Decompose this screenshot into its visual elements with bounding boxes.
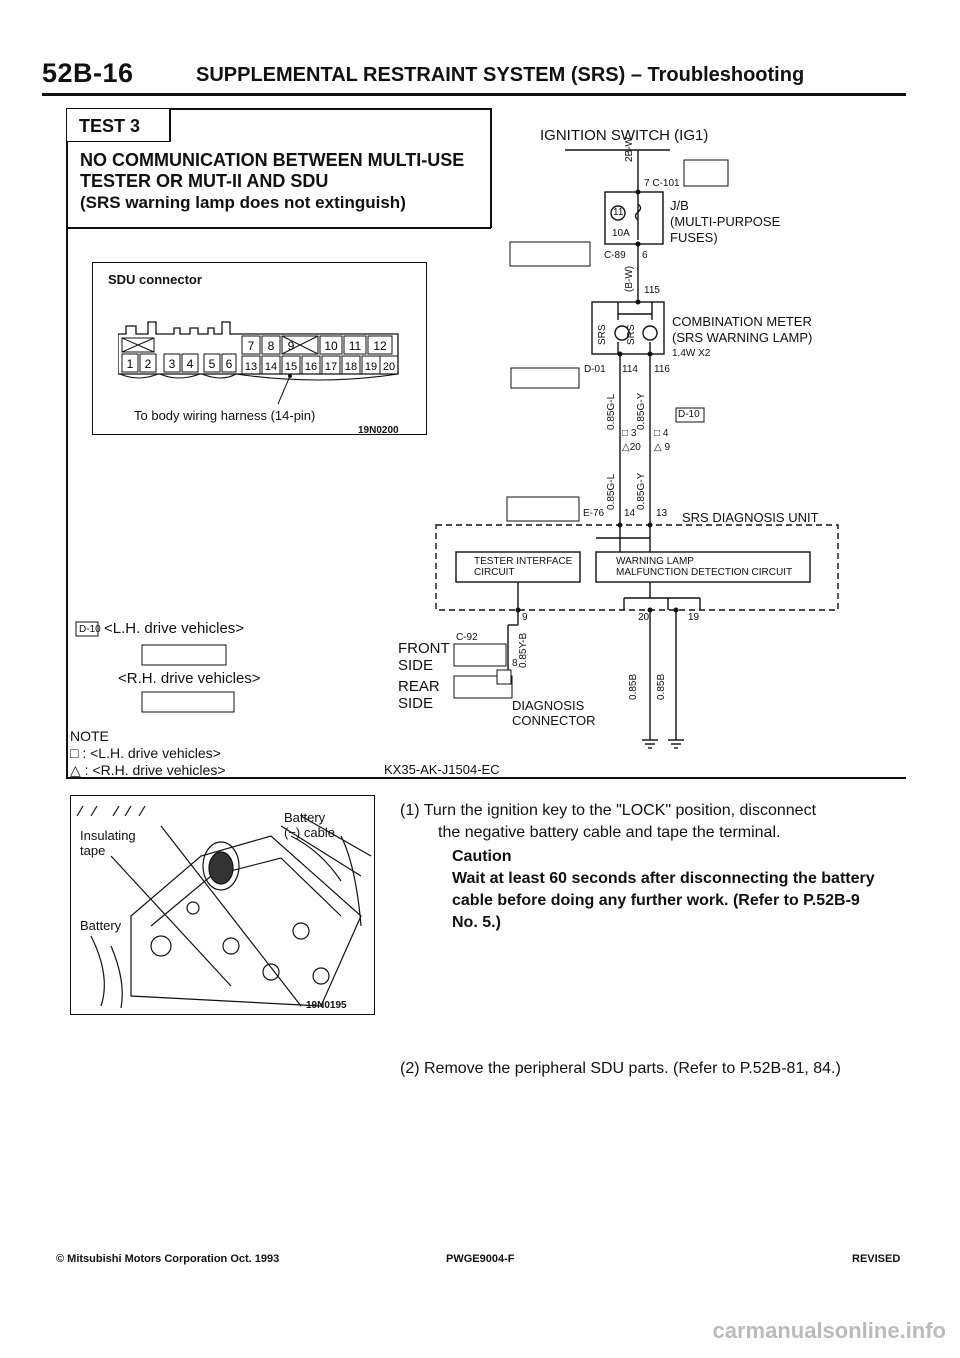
pin-7: 7 [247, 339, 255, 353]
page-title: SUPPLEMENTAL RESTRAINT SYSTEM (SRS) – Troubleshooting [196, 64, 805, 86]
pin-114-label: 114 [622, 364, 638, 375]
ignition-switch-label: IGNITION SWITCH (IG1) [540, 127, 709, 144]
pin-116-label: 116 [654, 364, 670, 375]
diagram-code: KX35-AK-J1504-EC [384, 762, 500, 777]
pin-8-label: 8 [512, 658, 518, 669]
watermark: carmanualsonline.info [712, 1318, 946, 1343]
sdu-connector-code: 19N0200 [358, 425, 399, 436]
pin-3: 3 [168, 357, 176, 371]
pin-6-label: 6 [642, 250, 648, 261]
wire-bw: (B-W) [624, 265, 635, 292]
connector-d10: D-10 [678, 409, 700, 420]
srs-left: SRS [597, 324, 608, 345]
jb-label: J/B (MULTI-PURPOSE FUSES) [670, 198, 781, 245]
diagnosis-connector-label: DIAGNOSIS CONNECTOR [512, 698, 596, 728]
pin-sq3: □ 3 [622, 428, 637, 439]
connector-c101: 7 C-101 [644, 178, 680, 189]
wire-085b-a: 0.85B [628, 673, 639, 700]
pin-4: 4 [186, 357, 194, 371]
pin-14-label: 14 [624, 508, 636, 519]
srs-right: SRS [626, 324, 637, 345]
wire-2bw: 2B-W [624, 137, 635, 162]
wire-085gy-b: 0.85G-Y [636, 472, 647, 510]
wire-085yb: 0.85Y-B [518, 632, 529, 668]
footer-copyright: © Mitsubishi Motors Corporation Oct. 1993 [56, 1253, 280, 1265]
pin-13-label: 13 [656, 508, 668, 519]
pin-6: 6 [225, 357, 233, 371]
battery-cable-label: Battery (−) cable [284, 810, 335, 840]
step-2: (2) Remove the peripheral SDU parts. (Refer to P.52B-81, 84.) [400, 1060, 841, 1077]
pin-2: 2 [144, 357, 152, 371]
combination-meter-label: COMBINATION METER (SRS WARNING LAMP) 1.4W X2 [672, 314, 813, 359]
pin-1: 1 [126, 357, 134, 371]
pin-15: 15 [284, 361, 298, 373]
rh-drive-label: <R.H. drive vehicles> [118, 670, 261, 687]
pin-14: 14 [264, 361, 278, 373]
pin-9: 9 [287, 339, 295, 353]
pin-5: 5 [208, 357, 216, 371]
lh-drive-label: <L.H. drive vehicles> [104, 620, 245, 637]
pin-9-label: 9 [522, 612, 528, 623]
footer-publication: PWGE9004-F [446, 1253, 515, 1265]
insulating-tape-label: Insulating tape [80, 828, 136, 858]
pin-tri20: △20 [622, 442, 641, 453]
pin-19: 19 [364, 361, 378, 373]
pin-18: 18 [344, 361, 358, 373]
pin-19-label: 19 [688, 612, 700, 623]
pin-20: 20 [382, 361, 396, 373]
fuse-amp: 10A [612, 228, 630, 239]
battery-figure-code: 19N0195 [306, 1000, 347, 1011]
connector-c92: C-92 [456, 632, 478, 643]
pin-16: 16 [304, 361, 318, 373]
wire-085gl-b: 0.85G-L [606, 473, 617, 510]
pin-12: 12 [373, 339, 387, 353]
tester-interface-circuit: TESTER INTERFACE CIRCUIT [474, 556, 573, 578]
sdu-connector-caption: To body wiring harness (14-pin) [134, 408, 316, 423]
footer-status: REVISED [852, 1253, 901, 1265]
step-1: (1) Turn the ignition key to the "LOCK" position, disconnect the negative battery cable and tape the terminal. [400, 802, 817, 841]
wire-085gy-a: 0.85G-Y [636, 392, 647, 430]
pin-11: 11 [348, 339, 362, 353]
wire-085gl-a: 0.85G-L [606, 393, 617, 430]
test-label: TEST 3 [66, 108, 169, 142]
test-title: NO COMMUNICATION BETWEEN MULTI-USE TESTER OR MUT-II AND SDU (SRS warning lamp does not extinguish) [80, 150, 465, 212]
pin-13: 13 [244, 361, 258, 373]
battery-label: Battery [80, 918, 122, 933]
wire-085b-b: 0.85B [656, 673, 667, 700]
fuse-number: 11 [613, 207, 624, 218]
rear-side-label: REAR SIDE [398, 678, 440, 712]
pin-10: 10 [324, 339, 338, 353]
pin-20-label: 20 [638, 612, 650, 623]
front-side-label: FRONT SIDE [398, 640, 450, 674]
pin-tri9: △ 9 [654, 442, 671, 453]
pin-115-label: 115 [644, 285, 660, 296]
connector-d01: D-01 [584, 364, 606, 375]
note-block: NOTE □ : <L.H. drive vehicles> △ : <R.H. drive vehicles> [70, 728, 226, 778]
sdu-unit-label: SRS DIAGNOSIS UNIT [682, 510, 819, 525]
section-number: 52B-16 [42, 58, 134, 88]
warning-lamp-circuit: WARNING LAMP MALFUNCTION DETECTION CIRCUIT [616, 556, 793, 578]
connector-d10-left: D-10 [79, 624, 101, 635]
sdu-connector-label: SDU connector [108, 272, 202, 287]
pin-17: 17 [324, 361, 338, 373]
caution-block: Caution Wait at least 60 seconds after disconnecting the battery cable before doing any further work. (Refer to P.52B-9 No. 5.) [452, 848, 875, 931]
connector-c89: C-89 [604, 250, 626, 261]
connector-e76: E-76 [583, 508, 605, 519]
pin-sq4: □ 4 [654, 428, 669, 439]
pin-8: 8 [267, 339, 275, 353]
